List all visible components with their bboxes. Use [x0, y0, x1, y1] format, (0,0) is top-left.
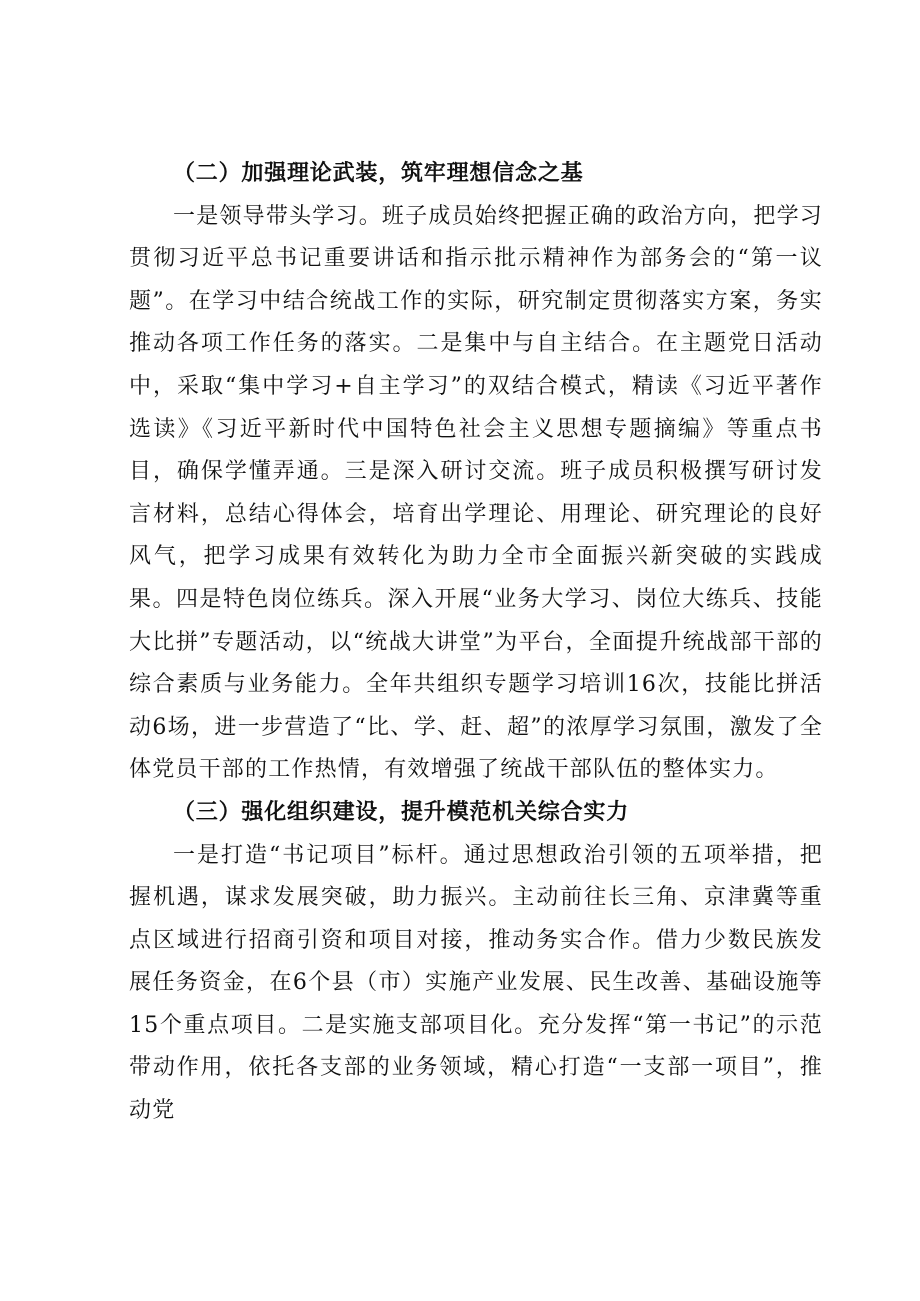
section-paragraph-organization: 一是打造“书记项目”标杆。通过思想政治引领的五项举措，把握机遇，谋求发展突破，助力振兴。主动前往长三角、京津冀等重点区域进行招商引资和项目对接，推动务实合作。借力少数民族发展任务资金，在6个县（市）实施产业发展、民生改善、基础设施等15个重点项目。二是实施支部项目化。充分发挥“第一书记”的示范带动作用，依托各支部的业务领域，精心打造“一支部一项目”，推动党	[129, 842, 823, 1124]
section-heading-theory: （二）加强理论武装，筑牢理想信念之基	[173, 161, 584, 186]
section-heading-organization: （三）强化组织建设，提升模范机关综合实力	[173, 799, 630, 825]
section-paragraph-theory: 一是领导带头学习。班子成员始终把握正确的政治方向，把学习贯彻习近平总书记重要讲话和指示批示精神作为部务会的“第一议题”。在学习中结合统战工作的实际，研究制定贯彻落实方案，务实推动各项工作任务的落实。二是集中与自主结合。在主题党日活动中，采取“集中学习+自主学习”的双结合模式，精读《习近平著作选读》《习近平新时代中国特色社会主义思想专题摘编》等重点书目，确保学懂弄通。三是深入研讨交流。班子成员积极撰写研讨发言材料，总结心得体会，培育出学理论、用理论、研究理论的良好风气，把学习成果有效转化为助力全市全面振兴新突破的实践成果。四是特色岗位练兵。深入开展“业务大学习、岗位大练兵、技能大比拼”专题活动，以“统战大讲堂”为平台，全面提升统战部干部的综合素质与业务能力。全年共组织专题学习培训16次，技能比拼活动6场，进一步营造了“比、学、赶、超”的浓厚学习氛围，激发了全体党员干部的工作热情，有效增强了统战干部队伍的整体实力。	[129, 203, 823, 783]
document-body	[129, 153, 823, 1133]
